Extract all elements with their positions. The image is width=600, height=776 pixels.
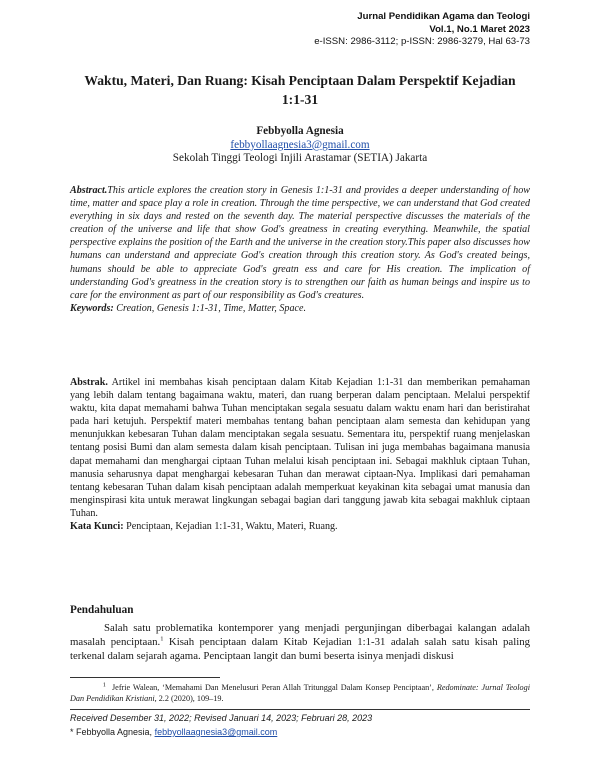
- author-name: Febbyolla Agnesia: [256, 125, 344, 137]
- abstract-english: [70, 184, 530, 315]
- footer-corresponding-email-link[interactable]: febbyollaagnesia3@gmail.com: [154, 727, 278, 737]
- keywords-indonesian-label: Kata Kunci:: [70, 521, 124, 533]
- paper-title: [70, 71, 530, 109]
- footnote-text-after: , 2.2 (2020), 109–19.: [154, 694, 224, 703]
- footnote: [70, 682, 530, 704]
- abstract-indonesian-text: Artikel ini membahas kisah penciptaan dalam Kitab Kejadian 1:1-31 dan memberikan pemahaman yang lebih dalam tentang bagaimana waktu, materi, dan ruang berperan dalam penciptaan. Melalui perspektif waktu, kita dapat memahami bahwa Tuhan menciptakan segala sesuatu dalam waktu enam hari dan beristirahat pada hari ketujuh. Perspektif materi membahas tentang bahan penciptaan alam semesta dan kehidupan yang menunjukkan kebesaran Tuhan dalam menciptakan segala sesuatu. Sementara itu, perspektif ruang menjelaskan tentang posisi Bumi dan alam semesta dalam kisah penciptaan. Tulisan ini juga membahas bagaimana manusia dapat memahami dan menghargai ciptaan Tuhan melalui kisah penciptaan ini. Sebagai makhluk ciptaan Tuhan, manusia seharusnya dapat menghargai kebesaran Tuhan dan merawat ciptaan-Nya. Implikasi dari pemahaman tentang kebesaran Tuhan dalam kisah penciptaan adalah memperkuat keyakinan kita sebagai umat manusia dan menginspirasi kita untuk merawat lingkungan sebagai bagian dari tanggung jawab kita sebagai makhluk ciptaan Tuhan.: [70, 377, 530, 519]
- journal-volume: Vol.1, No.1 Maret 2023: [429, 23, 530, 35]
- journal-header: [314, 11, 530, 49]
- section-heading-introduction: Pendahuluan: [70, 604, 134, 616]
- keywords-indonesian: [70, 520, 530, 533]
- author-block: [70, 125, 530, 166]
- keywords-indonesian-text: Penciptaan, Kejadian 1:1-31, Waktu, Materi, Ruang.: [126, 521, 338, 533]
- journal-name: Jurnal Pendidikan Agama dan Teologi: [357, 11, 530, 22]
- footnote-divider: [70, 677, 220, 678]
- author-email-link[interactable]: febbyollaagnesia3@gmail.com: [230, 138, 370, 151]
- paper-title-line-2: 1:1-31: [281, 92, 319, 107]
- footnote-number: 1: [102, 681, 106, 689]
- abstract-english-text: This article explores the creation story in Genesis 1:1-31 and provides a deeper understanding of how time, matter and space play a role in creation. Through the time perspective, we can understand that God created everything in six days and rested on the seventh day. The material perspective discusses the materials of the creation of the universe and life that show God's greatness in creating everything. Meanwhile, the spatial perspective explains the position of the Earth and the universe in the creation story.This paper also discusses how humans can understand and appreciate God's creation through this creation story. As God's created beings, humans should be able to appreciate God's greatn ess and care for His creation. The implication of understanding God's greatness in the creation story is to strengthen our faith as human beings and inspire us to care for the environment as part of our responsibility as God's creatures.: [70, 185, 530, 301]
- footer-received-dates: Received Desember 31, 2022; Revised Januari 14, 2023; Februari 28, 2023: [70, 713, 373, 723]
- introduction-text-part-2: Kisah penciptaan dalam Kitab Kejadian 1:1-31 adalah salah satu kisah paling terkenal dalam sejarah agama. Penciptaan langit dan bumi beserta isinya menjadi diskusi: [70, 635, 530, 662]
- abstract-english-label: Abstract.: [70, 185, 108, 196]
- footer-divider: [70, 709, 530, 710]
- paper-title-line-1: Waktu, Materi, Dan Ruang: Kisah Penciptaan Dalam Perspektif Kejadian: [84, 73, 516, 88]
- introduction-paragraph: [70, 622, 530, 664]
- footer-corresponding-name: * Febbyolla Agnesia,: [70, 727, 155, 737]
- author-affiliation: Sekolah Tinggi Teologi Injili Arastamar (SETIA) Jakarta: [172, 152, 428, 165]
- keywords-english-text: Creation, Genesis 1:1-31, Time, Matter, Space.: [116, 302, 306, 314]
- abstract-indonesian: [70, 376, 530, 533]
- keywords-english: [70, 302, 530, 315]
- footnote-reference[interactable]: 1: [160, 635, 164, 643]
- footnote-text-before: Jefrie Walean, ‘Memahami Dan Menelusuri Peran Allah Tritunggal Dalam Konsep Penciptaan’,: [112, 683, 434, 692]
- footnote-journal: Redominate: Jurnal Teologi Dan Pendidikan Kristiani: [70, 683, 530, 703]
- introduction-text-part-1: Salah satu problematika kontemporer yang menjadi pergunjingan diberbagai kalangan adalah masalah penciptaan.: [70, 622, 530, 648]
- footer-corresponding-author: [70, 727, 277, 737]
- keywords-english-label: Keywords:: [70, 302, 114, 314]
- journal-issn-pages: e-ISSN: 2986-3112; p-ISSN: 2986-3279, Hal 63-73: [314, 36, 530, 48]
- abstract-indonesian-label: Abstrak.: [70, 377, 108, 388]
